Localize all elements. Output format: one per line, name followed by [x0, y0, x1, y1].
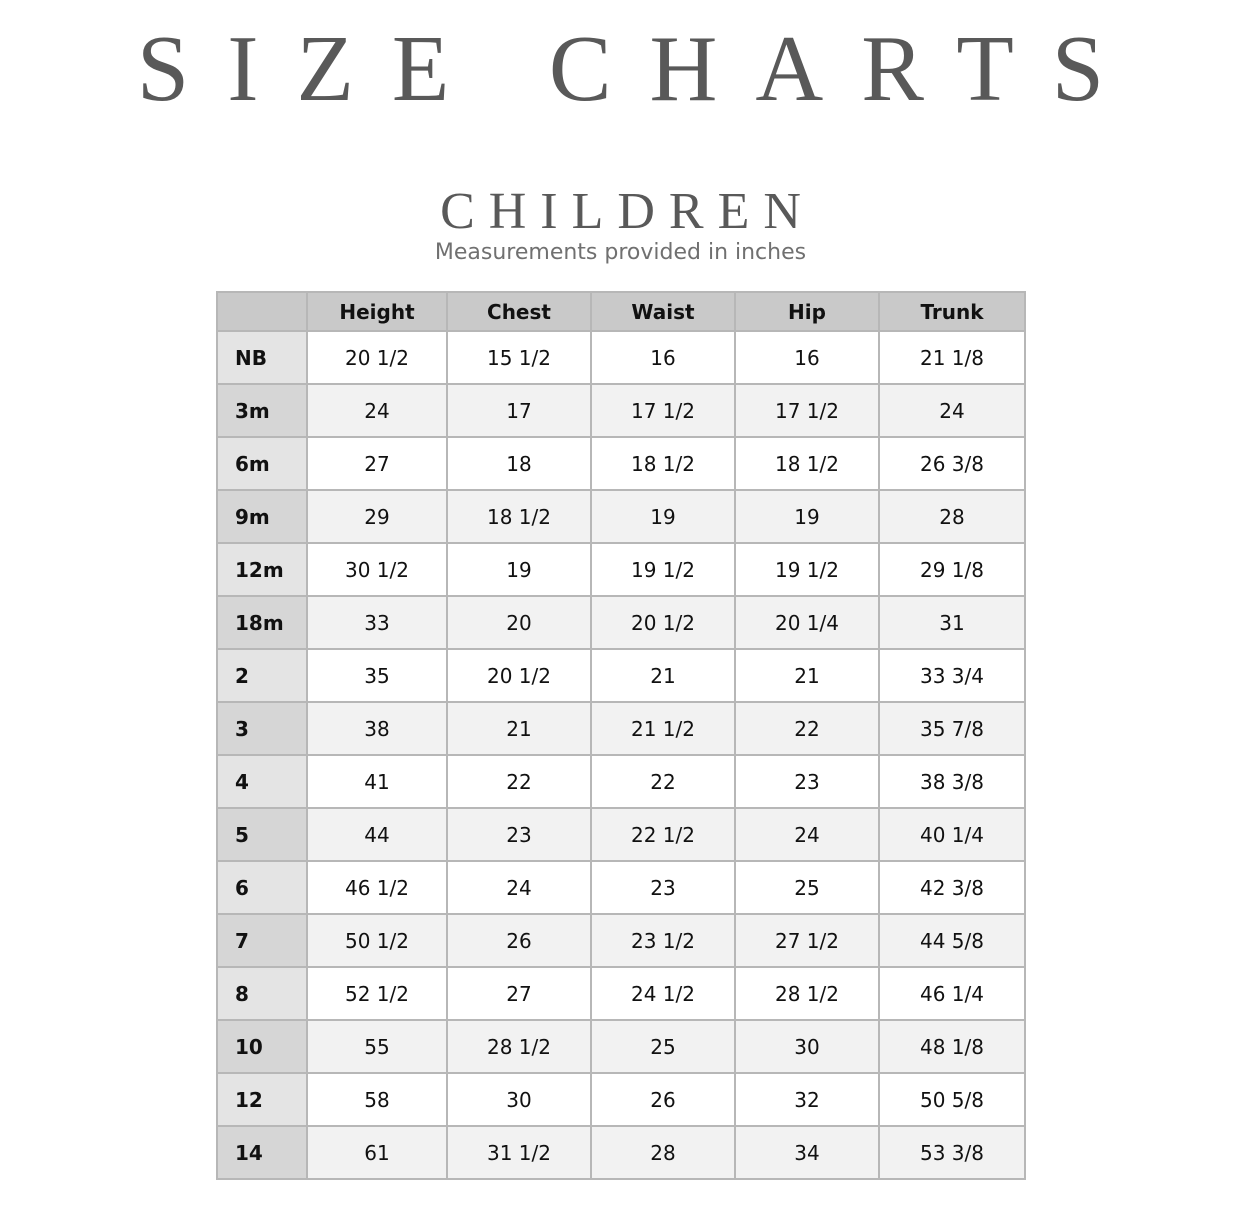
- size-label: 12m: [217, 543, 307, 596]
- size-label: 9m: [217, 490, 307, 543]
- table-row: [217, 702, 1025, 755]
- measurement-cell-height: 52 1/2: [307, 967, 447, 1020]
- table-row: [217, 1073, 1025, 1126]
- measurement-cell-chest: 17: [447, 384, 591, 437]
- measurement-cell-waist: 18 1/2: [591, 437, 735, 490]
- measurement-cell-waist: 20 1/2: [591, 596, 735, 649]
- measurement-cell-hip: 30: [735, 1020, 879, 1073]
- measurement-cell-trunk: 35 7/8: [879, 702, 1025, 755]
- measurement-cell-hip: 17 1/2: [735, 384, 879, 437]
- measurement-cell-height: 29: [307, 490, 447, 543]
- measurement-cell-waist: 25: [591, 1020, 735, 1073]
- measurement-cell-chest: 18 1/2: [447, 490, 591, 543]
- measurement-cell-chest: 18: [447, 437, 591, 490]
- measurement-cell-chest: 30: [447, 1073, 591, 1126]
- measurement-cell-waist: 22: [591, 755, 735, 808]
- size-label: 5: [217, 808, 307, 861]
- measurement-cell-hip: 18 1/2: [735, 437, 879, 490]
- measurement-cell-height: 50 1/2: [307, 914, 447, 967]
- table-row: [217, 967, 1025, 1020]
- table-row: [217, 490, 1025, 543]
- table-row: [217, 1126, 1025, 1179]
- measurement-cell-waist: 19 1/2: [591, 543, 735, 596]
- table-row: [217, 437, 1025, 490]
- measurement-cell-waist: 23 1/2: [591, 914, 735, 967]
- measurement-cell-trunk: 48 1/8: [879, 1020, 1025, 1073]
- measurement-cell-trunk: 21 1/8: [879, 331, 1025, 384]
- measurement-cell-hip: 27 1/2: [735, 914, 879, 967]
- table-body: [217, 331, 1025, 1179]
- measurement-cell-trunk: 40 1/4: [879, 808, 1025, 861]
- size-label: 7: [217, 914, 307, 967]
- table-row: [217, 384, 1025, 437]
- measurement-cell-hip: 20 1/4: [735, 596, 879, 649]
- measurement-cell-chest: 20 1/2: [447, 649, 591, 702]
- measurement-cell-chest: 26: [447, 914, 591, 967]
- size-label: 6: [217, 861, 307, 914]
- measurement-cell-height: 27: [307, 437, 447, 490]
- table-row: [217, 1020, 1025, 1073]
- measurement-cell-trunk: 38 3/8: [879, 755, 1025, 808]
- measurement-cell-hip: 23: [735, 755, 879, 808]
- section-title: CHILDREN: [440, 183, 815, 240]
- measurement-cell-trunk: 46 1/4: [879, 967, 1025, 1020]
- measurement-cell-waist: 16: [591, 331, 735, 384]
- size-label: NB: [217, 331, 307, 384]
- size-label: 3m: [217, 384, 307, 437]
- measurement-cell-chest: 19: [447, 543, 591, 596]
- measurement-cell-hip: 19: [735, 490, 879, 543]
- size-label: 8: [217, 967, 307, 1020]
- measurement-cell-waist: 21 1/2: [591, 702, 735, 755]
- measurement-cell-chest: 23: [447, 808, 591, 861]
- measurement-cell-height: 38: [307, 702, 447, 755]
- table-row: [217, 914, 1025, 967]
- size-label: 4: [217, 755, 307, 808]
- measurement-cell-hip: 25: [735, 861, 879, 914]
- measurement-cell-hip: 19 1/2: [735, 543, 879, 596]
- measurement-cell-hip: 28 1/2: [735, 967, 879, 1020]
- measurement-cell-waist: 22 1/2: [591, 808, 735, 861]
- measurement-cell-chest: 20: [447, 596, 591, 649]
- size-label: 12: [217, 1073, 307, 1126]
- measurement-cell-waist: 17 1/2: [591, 384, 735, 437]
- measurement-cell-hip: 24: [735, 808, 879, 861]
- measurement-cell-height: 20 1/2: [307, 331, 447, 384]
- size-label: 6m: [217, 437, 307, 490]
- measurement-cell-waist: 26: [591, 1073, 735, 1126]
- section-subtitle: Measurements provided in inches: [434, 240, 807, 265]
- table-row: [217, 596, 1025, 649]
- table-row: [217, 808, 1025, 861]
- measurement-cell-trunk: 53 3/8: [879, 1126, 1025, 1179]
- table-row: [217, 649, 1025, 702]
- size-label: 10: [217, 1020, 307, 1073]
- column-header-hip: Hip: [735, 292, 879, 331]
- header-row: [217, 292, 1025, 331]
- measurement-cell-hip: 34: [735, 1126, 879, 1179]
- measurement-cell-waist: 24 1/2: [591, 967, 735, 1020]
- measurement-cell-height: 44: [307, 808, 447, 861]
- column-header-height: Height: [307, 292, 447, 331]
- measurement-cell-height: 30 1/2: [307, 543, 447, 596]
- measurement-cell-height: 33: [307, 596, 447, 649]
- column-header-waist: Waist: [591, 292, 735, 331]
- measurement-cell-trunk: 28: [879, 490, 1025, 543]
- measurement-cell-hip: 22: [735, 702, 879, 755]
- measurement-cell-waist: 28: [591, 1126, 735, 1179]
- table-row: [217, 331, 1025, 384]
- measurement-cell-height: 58: [307, 1073, 447, 1126]
- measurement-cell-trunk: 24: [879, 384, 1025, 437]
- measurement-cell-trunk: 31: [879, 596, 1025, 649]
- page-title: SIZE CHARTS: [136, 17, 1143, 121]
- measurement-cell-height: 24: [307, 384, 447, 437]
- measurement-cell-chest: 31 1/2: [447, 1126, 591, 1179]
- table-row: [217, 755, 1025, 808]
- measurement-cell-trunk: 44 5/8: [879, 914, 1025, 967]
- measurement-cell-trunk: 29 1/8: [879, 543, 1025, 596]
- measurement-cell-trunk: 33 3/4: [879, 649, 1025, 702]
- column-header-trunk: Trunk: [879, 292, 1025, 331]
- measurement-cell-hip: 16: [735, 331, 879, 384]
- measurement-cell-chest: 24: [447, 861, 591, 914]
- column-header-corner: [217, 292, 307, 331]
- measurement-cell-height: 55: [307, 1020, 447, 1073]
- measurement-cell-height: 35: [307, 649, 447, 702]
- size-chart-table: [216, 291, 1026, 1180]
- table-header: [217, 292, 1025, 331]
- measurement-cell-hip: 21: [735, 649, 879, 702]
- size-label: 18m: [217, 596, 307, 649]
- measurement-cell-height: 46 1/2: [307, 861, 447, 914]
- measurement-cell-waist: 19: [591, 490, 735, 543]
- measurement-cell-chest: 15 1/2: [447, 331, 591, 384]
- measurement-cell-height: 41: [307, 755, 447, 808]
- table-row: [217, 861, 1025, 914]
- measurement-cell-chest: 21: [447, 702, 591, 755]
- measurement-cell-chest: 22: [447, 755, 591, 808]
- size-label: 3: [217, 702, 307, 755]
- measurement-cell-chest: 27: [447, 967, 591, 1020]
- measurement-cell-trunk: 50 5/8: [879, 1073, 1025, 1126]
- measurement-cell-chest: 28 1/2: [447, 1020, 591, 1073]
- column-header-chest: Chest: [447, 292, 591, 331]
- measurement-cell-trunk: 42 3/8: [879, 861, 1025, 914]
- measurement-cell-trunk: 26 3/8: [879, 437, 1025, 490]
- measurement-cell-waist: 21: [591, 649, 735, 702]
- measurement-cell-hip: 32: [735, 1073, 879, 1126]
- table-row: [217, 543, 1025, 596]
- size-label: 2: [217, 649, 307, 702]
- measurement-cell-height: 61: [307, 1126, 447, 1179]
- size-label: 14: [217, 1126, 307, 1179]
- measurement-cell-waist: 23: [591, 861, 735, 914]
